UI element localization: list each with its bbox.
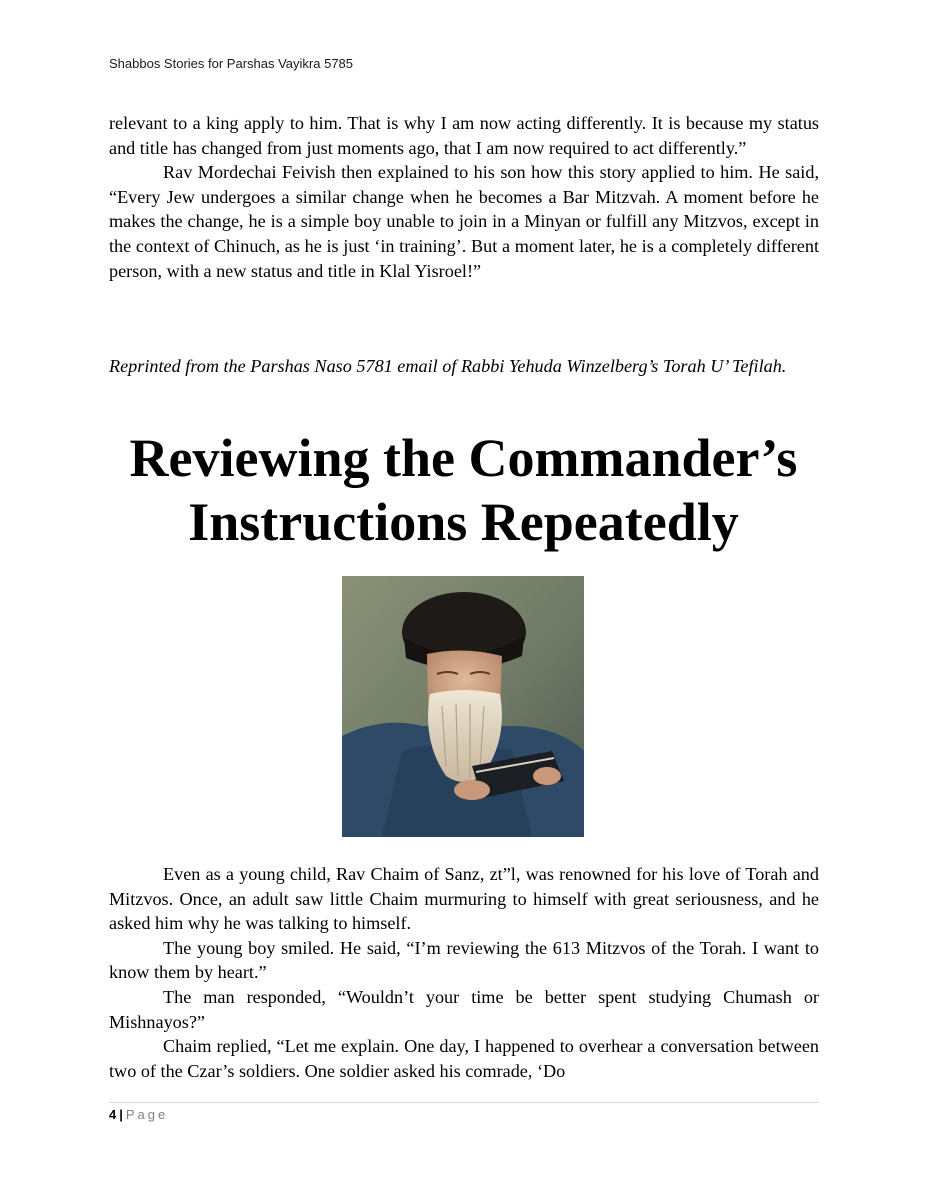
portrait-painting-icon — [342, 576, 584, 837]
article-title — [80, 426, 847, 554]
paragraph: relevant to a king apply to him. That is why I am now acting differently. It is because my status and title has changed from just moments ago, that I am now required to act differently.” — [109, 113, 819, 158]
paragraph: The young boy smiled. He said, “I’m reviewing the 613 Mitzvos of the Torah. I want to know them by heart.” — [109, 937, 819, 983]
paragraph: The man responded, “Wouldn’t your time be better spent studying Chumash or Mishnayos?” — [109, 986, 819, 1032]
paragraph: Even as a young child, Rav Chaim of Sanz, zt”l, was renowned for his love of Torah and Mitzvos. Once, an adult saw little Chaim murmuring to himself with great seriousness, and he asked him why he was talking to himself. — [109, 864, 819, 934]
paragraph: Chaim replied, “Let me explain. One day, I happened to overhear a conversation between two of the Czar’s soldiers. One soldier asked his comrade, ‘Do — [109, 1036, 819, 1081]
paragraph: Rav Mordechai Feivish then explained to his son how this story applied to him. He said, “Every Jew undergoes a similar change when he becomes a Bar Mitzvah. A moment before he makes the change, he is a simple boy unable to join in a Minyan or fulfill any Mitzvos, except in the context of Chinuch, as he is just ‘in training’. But a moment later, he is a completely different person, with a new status and title in Klal Yisroel!” — [109, 162, 819, 281]
page-number: 4 — [109, 1107, 117, 1122]
running-header: Shabbos Stories for Parshas Vayikra 5785 — [109, 56, 354, 71]
title-line: Instructions Repeatedly — [188, 492, 739, 552]
page-separator: | — [119, 1107, 123, 1122]
continued-story-text — [109, 111, 819, 283]
page-label: Page — [125, 1107, 169, 1122]
article-body-text — [109, 862, 819, 1083]
attribution: Reprinted from the Parshas Naso 5781 email of Rabbi Yehuda Winzelberg’s Torah U’ Tefilah. — [109, 356, 787, 376]
page-footer — [109, 1102, 819, 1122]
title-line: Reviewing the Commander’s — [129, 428, 798, 488]
